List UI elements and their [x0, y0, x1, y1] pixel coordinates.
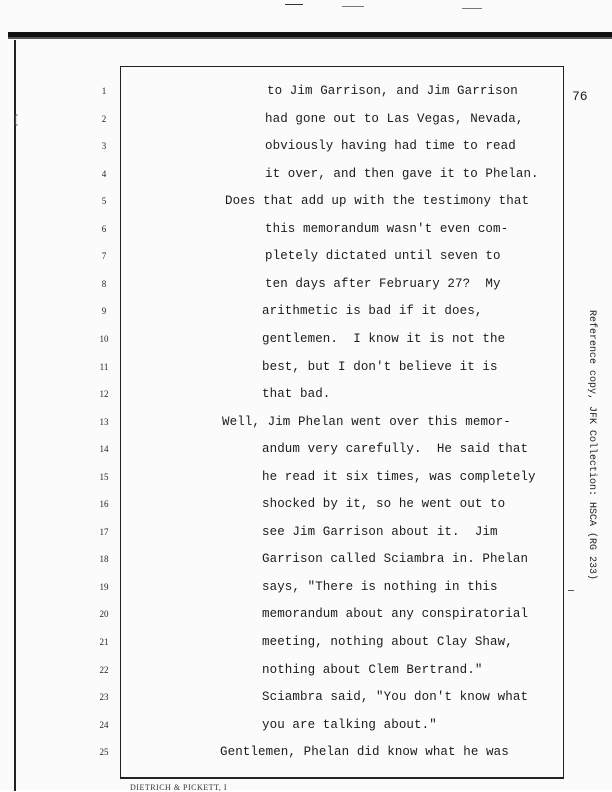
- line-number: 14: [99, 444, 109, 454]
- line-number: 23: [99, 692, 109, 702]
- transcript-line: you are talking about.": [262, 718, 437, 732]
- line-number: 2: [101, 114, 107, 124]
- transcript-line: andum very carefully. He said that: [262, 442, 529, 456]
- line-number: 10: [99, 334, 109, 344]
- scan-speck: [462, 8, 482, 9]
- transcript-line: he read it six times, was completely: [262, 470, 536, 484]
- transcript-line: to Jim Garrison, and Jim Garrison: [267, 84, 518, 98]
- transcript-line: that bad.: [262, 387, 331, 401]
- line-number: 11: [99, 362, 109, 372]
- transcript-line: Gentlemen, Phelan did know what he was: [220, 745, 509, 759]
- line-number: 22: [99, 665, 109, 675]
- line-number: 6: [101, 224, 107, 234]
- line-number: 7: [101, 251, 107, 261]
- page-number: 76: [572, 89, 588, 104]
- line-number: 4: [101, 169, 107, 179]
- bracket-mark-icon: [: [14, 113, 19, 127]
- line-number: 15: [99, 472, 109, 482]
- line-number: 12: [99, 389, 109, 399]
- transcript-line: nothing about Clem Bertrand.": [262, 663, 483, 677]
- footer-reporter: DIETRICH & PICKETT, I: [130, 783, 228, 792]
- line-number: 17: [99, 527, 109, 537]
- left-margin-rule: [14, 40, 16, 791]
- transcript-line: this memorandum wasn't even com-: [265, 222, 509, 236]
- line-number: 18: [99, 554, 109, 564]
- transcript-line: Well, Jim Phelan went over this memor-: [222, 415, 511, 429]
- line-number: 13: [99, 417, 109, 427]
- transcript-line: pletely dictated until seven to: [265, 249, 501, 263]
- line-number: 19: [99, 582, 109, 592]
- transcript-line: Does that add up with the testimony that: [225, 194, 530, 208]
- line-number: 9: [101, 306, 107, 316]
- reference-stamp: Reference copy, JFK Collection: HSCA (RG 233): [586, 310, 597, 581]
- transcript-line: had gone out to Las Vegas, Nevada,: [265, 112, 524, 126]
- transcript-line: see Jim Garrison about it. Jim: [262, 525, 498, 539]
- line-number: 16: [99, 499, 109, 509]
- transcript-line: gentlemen. I know it is not the: [262, 332, 506, 346]
- transcript-line: memorandum about any conspiratorial: [262, 607, 529, 621]
- transcript-line: shocked by it, so he went out to: [262, 497, 506, 511]
- transcript-line: ten days after February 27? My: [265, 277, 501, 291]
- transcript-line: says, "There is nothing in this: [262, 580, 498, 594]
- scan-speck: [568, 590, 574, 591]
- line-number: 21: [99, 637, 109, 647]
- transcript-line: Garrison called Sciambra in. Phelan: [262, 552, 529, 566]
- transcript-line: meeting, nothing about Clay Shaw,: [262, 635, 513, 649]
- scan-speck: [285, 4, 303, 5]
- line-number: 3: [101, 141, 107, 151]
- transcript-line: Sciambra said, "You don't know what: [262, 690, 529, 704]
- transcript-line: best, but I don't believe it is: [262, 360, 498, 374]
- line-number: 8: [101, 279, 107, 289]
- line-number: 1: [101, 86, 107, 96]
- transcript-line: it over, and then gave it to Phelan.: [265, 167, 539, 181]
- bottom-rule: [120, 777, 564, 779]
- transcript-line: obviously having had time to read: [265, 139, 516, 153]
- line-number: 20: [99, 609, 109, 619]
- transcript-line: arithmetic is bad if it does,: [262, 304, 483, 318]
- line-number: 24: [99, 720, 109, 730]
- scan-speck: [342, 6, 364, 7]
- line-number: 5: [101, 196, 107, 206]
- top-border-shadow: [8, 37, 612, 39]
- line-number: 25: [99, 747, 109, 757]
